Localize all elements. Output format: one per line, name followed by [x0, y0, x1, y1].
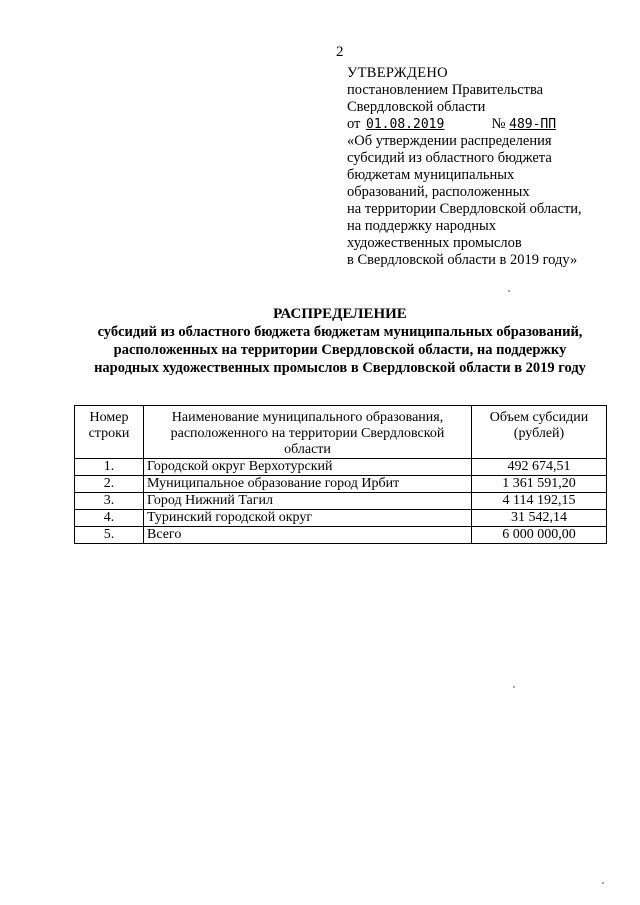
- approval-block: [347, 65, 627, 269]
- title-line: субсидий из областного бюджета бюджетам муниципальных образований,: [97, 324, 583, 340]
- number-prefix: №: [491, 116, 506, 132]
- scan-speck: [508, 290, 510, 292]
- page-number: 2: [336, 44, 344, 60]
- municipality-name: Город Нижний Тагил: [144, 493, 472, 510]
- row-number: 2.: [75, 476, 144, 493]
- table-row: [75, 527, 607, 544]
- header-amount: Объем субсидии (рублей): [472, 406, 607, 459]
- subject-line: «Об утверждении распределения: [347, 133, 552, 149]
- subsidy-amount: 6 000 000,00: [472, 527, 607, 544]
- approval-date: 01.08.2019: [366, 117, 445, 132]
- title-main: РАСПРЕДЕЛЕНИЕ: [273, 306, 407, 322]
- approval-line-1: постановлением Правительства: [347, 82, 544, 98]
- table-header-row: [75, 406, 607, 459]
- subject-line: бюджетам муниципальных: [347, 167, 515, 183]
- subject-line: субсидий из областного бюджета: [347, 150, 552, 166]
- date-prefix: от: [347, 116, 361, 132]
- subsidies-table: [74, 405, 607, 544]
- header-municipality: Наименование муниципального образования, расположенного на территории Свердловской области: [144, 406, 472, 459]
- subsidy-amount: 4 114 192,15: [472, 493, 607, 510]
- subject-line: художественных промыслов: [347, 235, 522, 251]
- title-line: расположенных на территории Свердловской области, на поддержку: [113, 342, 567, 358]
- municipality-name: Муниципальное образование город Ирбит: [144, 476, 472, 493]
- subsidy-amount: 1 361 591,20: [472, 476, 607, 493]
- municipality-name: Всего: [144, 527, 472, 544]
- approval-heading: УТВЕРЖДЕНО: [347, 65, 448, 81]
- approval-line-2: Свердловской области: [347, 99, 486, 115]
- header-row-number: Номер строки: [75, 406, 144, 459]
- row-number: 3.: [75, 493, 144, 510]
- table-row: [75, 459, 607, 476]
- table-row: [75, 476, 607, 493]
- row-number: 4.: [75, 510, 144, 527]
- table-row: [75, 510, 607, 527]
- approval-number: 489-ПП: [509, 117, 557, 132]
- title-line: народных художественных промыслов в Свердловской области в 2019 году: [94, 360, 586, 376]
- municipality-name: Туринский городской округ: [144, 510, 472, 527]
- document-title: [70, 305, 610, 377]
- subject-line: на территории Свердловской области,: [347, 201, 582, 217]
- row-number: 5.: [75, 527, 144, 544]
- scan-speck: [513, 686, 515, 688]
- municipality-name: Городской округ Верхотурский: [144, 459, 472, 476]
- subsidy-amount: 492 674,51: [472, 459, 607, 476]
- table-row: [75, 493, 607, 510]
- subsidy-amount: 31 542,14: [472, 510, 607, 527]
- scan-speck: [602, 882, 604, 884]
- subject-line: образований, расположенных: [347, 184, 530, 200]
- subject-line: на поддержку народных: [347, 218, 496, 234]
- subject-line: в Свердловской области в 2019 году»: [347, 252, 578, 268]
- approval-date-line: [347, 116, 627, 133]
- row-number: 1.: [75, 459, 144, 476]
